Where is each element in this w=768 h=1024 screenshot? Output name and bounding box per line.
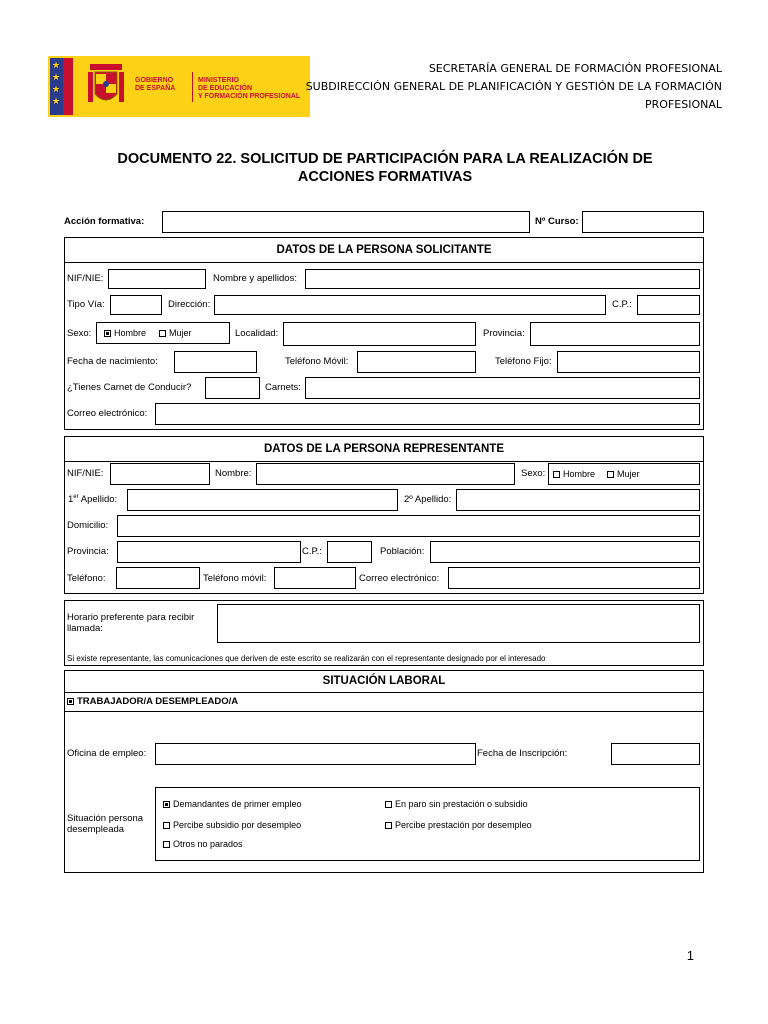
nombre-input[interactable] (305, 269, 700, 289)
num-curso-label: Nº Curso: (535, 216, 579, 227)
tipo-via-label: Tipo Vía: (67, 299, 105, 310)
nif-input[interactable] (108, 269, 206, 289)
checkbox-icon[interactable] (159, 330, 166, 337)
section-heading: SITUACIÓN LABORAL (65, 671, 703, 693)
opt-primer-empleo[interactable] (163, 799, 302, 809)
rep-apellido2-input[interactable] (456, 489, 700, 511)
rep-nif-label: NIF/NIE: (67, 468, 104, 479)
apellido1-num: 1 (68, 494, 74, 506)
nif-label: NIF/NIE: (67, 273, 104, 284)
rep-correo-label: Correo electrónico: (359, 573, 440, 584)
horario-input[interactable] (217, 604, 700, 643)
fecha-inscripcion-label: Fecha de Inscripción: (477, 748, 568, 759)
accion-formativa-input[interactable] (162, 211, 530, 233)
sexo-label: Sexo: (67, 328, 92, 339)
title-line: DOCUMENTO 22. SOLICITUD DE PARTICIPACIÓN PARA LA REALIZACIÓN DE (117, 151, 653, 167)
rep-cp-input[interactable] (327, 541, 372, 563)
checkbox-icon[interactable] (385, 801, 392, 808)
oficina-empleo-input[interactable] (155, 743, 476, 765)
rep-sexo-hombre-option[interactable] (553, 469, 595, 479)
checkbox-icon[interactable] (67, 698, 74, 705)
provincia-label: Provincia: (483, 328, 525, 339)
checkbox-icon[interactable] (553, 471, 560, 478)
trabajador-desempleado-option[interactable] (67, 696, 238, 707)
star-icon: ★ (52, 84, 61, 94)
direccion-input[interactable] (214, 295, 606, 315)
direccion-label: Dirección: (168, 299, 211, 310)
fecha-inscripcion-input[interactable] (611, 743, 700, 765)
document-title (60, 150, 710, 186)
nombre-label: Nombre y apellidos: (213, 273, 297, 284)
rep-apellido1-label (68, 494, 117, 505)
rep-apellido1-input[interactable] (127, 489, 398, 511)
rep-telefono-movil-label: Teléfono móvil: (203, 573, 267, 584)
cp-label: C.P.: (612, 299, 632, 310)
option-label: En paro sin prestación o subsidio (395, 799, 528, 809)
fecha-nacimiento-label: Fecha de nacimiento: (67, 356, 158, 367)
num-curso-input[interactable] (582, 211, 704, 233)
opt-otros-no-parados[interactable] (163, 839, 243, 849)
rep-telefono-movil-input[interactable] (274, 567, 356, 589)
checkbox-icon[interactable] (104, 330, 111, 337)
checkbox-icon[interactable] (163, 822, 170, 829)
header-line: SUBDIRECCIÓN GENERAL DE PLANIFICACIÓN Y GESTIÓN DE LA FORMACIÓN (305, 80, 722, 93)
star-icon: ★ (52, 96, 61, 106)
rep-provincia-input[interactable] (117, 541, 301, 563)
rep-provincia-label: Provincia: (67, 546, 109, 557)
rep-apellido2-label: 2º Apellido: (404, 494, 452, 505)
telefono-fijo-label: Teléfono Fijo: (495, 356, 552, 367)
localidad-input[interactable] (283, 322, 476, 346)
option-label: Percibe subsidio por desempleo (173, 820, 302, 830)
option-label: Percibe prestación por desempleo (395, 820, 532, 830)
localidad-label: Localidad: (235, 328, 279, 339)
option-label: Mujer (169, 328, 192, 338)
correo-label: Correo electrónico: (67, 408, 148, 419)
sexo-mujer-option[interactable] (159, 328, 192, 338)
carnets-label: Carnets: (265, 382, 301, 393)
rep-telefono-input[interactable] (116, 567, 200, 589)
accion-formativa-label: Acción formativa: (64, 216, 145, 227)
page-number: 1 (686, 948, 694, 963)
rep-sexo-label: Sexo: (521, 468, 546, 479)
checkbox-icon[interactable] (385, 822, 392, 829)
horario-label: Horario preferente para recibir llamada: (67, 612, 195, 634)
checkbox-icon[interactable] (163, 801, 170, 808)
department-header (306, 60, 722, 114)
correo-input[interactable] (155, 403, 700, 425)
coat-of-arms-icon (86, 62, 126, 112)
telefono-movil-label: Teléfono Móvil: (285, 356, 349, 367)
rep-poblacion-input[interactable] (430, 541, 700, 563)
oficina-empleo-label: Oficina de empleo: (67, 748, 147, 759)
checkbox-icon[interactable] (163, 841, 170, 848)
cp-input[interactable] (637, 295, 700, 315)
rep-domicilio-label: Domicilio: (67, 520, 109, 531)
gobierno-logo-text: GOBIERNO DE ESPAÑA (135, 77, 176, 92)
ministerio-logo-text: MINISTERIO DE EDUCACIÓN Y FORMACIÓN PROFESIONAL (198, 77, 301, 100)
rep-domicilio-input[interactable] (117, 515, 700, 537)
tipo-via-input[interactable] (110, 295, 162, 315)
option-label: Hombre (563, 469, 596, 479)
rep-poblacion-label: Población: (380, 546, 425, 557)
logo-divider (192, 72, 193, 102)
rep-nif-input[interactable] (110, 463, 210, 485)
option-label: Demandantes de primer empleo (173, 799, 302, 809)
option-label: Mujer (617, 469, 640, 479)
carnet-conducir-label: ¿Tienes Carnet de Conducir? (67, 382, 192, 393)
opt-paro-sin-prestacion[interactable] (385, 799, 528, 809)
star-icon: ★ (52, 72, 61, 82)
apellido1-sup: er (73, 494, 79, 500)
situacion-persona-label: Situación persona desempleada (67, 813, 144, 835)
carnet-conducir-input[interactable] (205, 377, 260, 399)
option-label: TRABAJADOR/A DESEMPLEADO/A (77, 696, 239, 707)
rep-sexo-mujer-option[interactable] (607, 469, 640, 479)
sexo-hombre-option[interactable] (104, 328, 146, 338)
rep-telefono-label: Teléfono: (67, 573, 106, 584)
opt-prestacion[interactable] (385, 820, 532, 830)
option-label: Hombre (114, 328, 147, 338)
section-heading: DATOS DE LA PERSONA SOLICITANTE (65, 238, 703, 263)
rep-cp-label: C.P.: (302, 546, 322, 557)
rep-nombre-input[interactable] (256, 463, 515, 485)
fecha-nacimiento-input[interactable] (174, 351, 257, 373)
provincia-input[interactable] (530, 322, 700, 346)
section-heading: DATOS DE LA PERSONA REPRESENTANTE (65, 437, 703, 462)
rep-correo-input[interactable] (448, 567, 700, 589)
checkbox-icon[interactable] (607, 471, 614, 478)
rep-nombre-label: Nombre: (215, 468, 252, 479)
header-line: PROFESIONAL (645, 98, 722, 111)
telefono-fijo-input[interactable] (557, 351, 700, 373)
apellido1-rest: Apellido: (78, 494, 118, 506)
title-line: ACCIONES FORMATIVAS (297, 169, 473, 185)
star-icon: ★ (52, 60, 61, 70)
header-line: SECRETARÍA GENERAL DE FORMACIÓN PROFESIONAL (428, 62, 722, 75)
telefono-movil-input[interactable] (357, 351, 476, 373)
carnets-input[interactable] (305, 377, 700, 399)
opt-subsidio[interactable] (163, 820, 301, 830)
horario-note: Si existe representante, las comunicaciones que deriven de este escrito se realizarán con el representante designado por el interesado (67, 654, 546, 663)
option-label: Otros no parados (173, 839, 243, 849)
flag-red-strip (63, 58, 73, 115)
